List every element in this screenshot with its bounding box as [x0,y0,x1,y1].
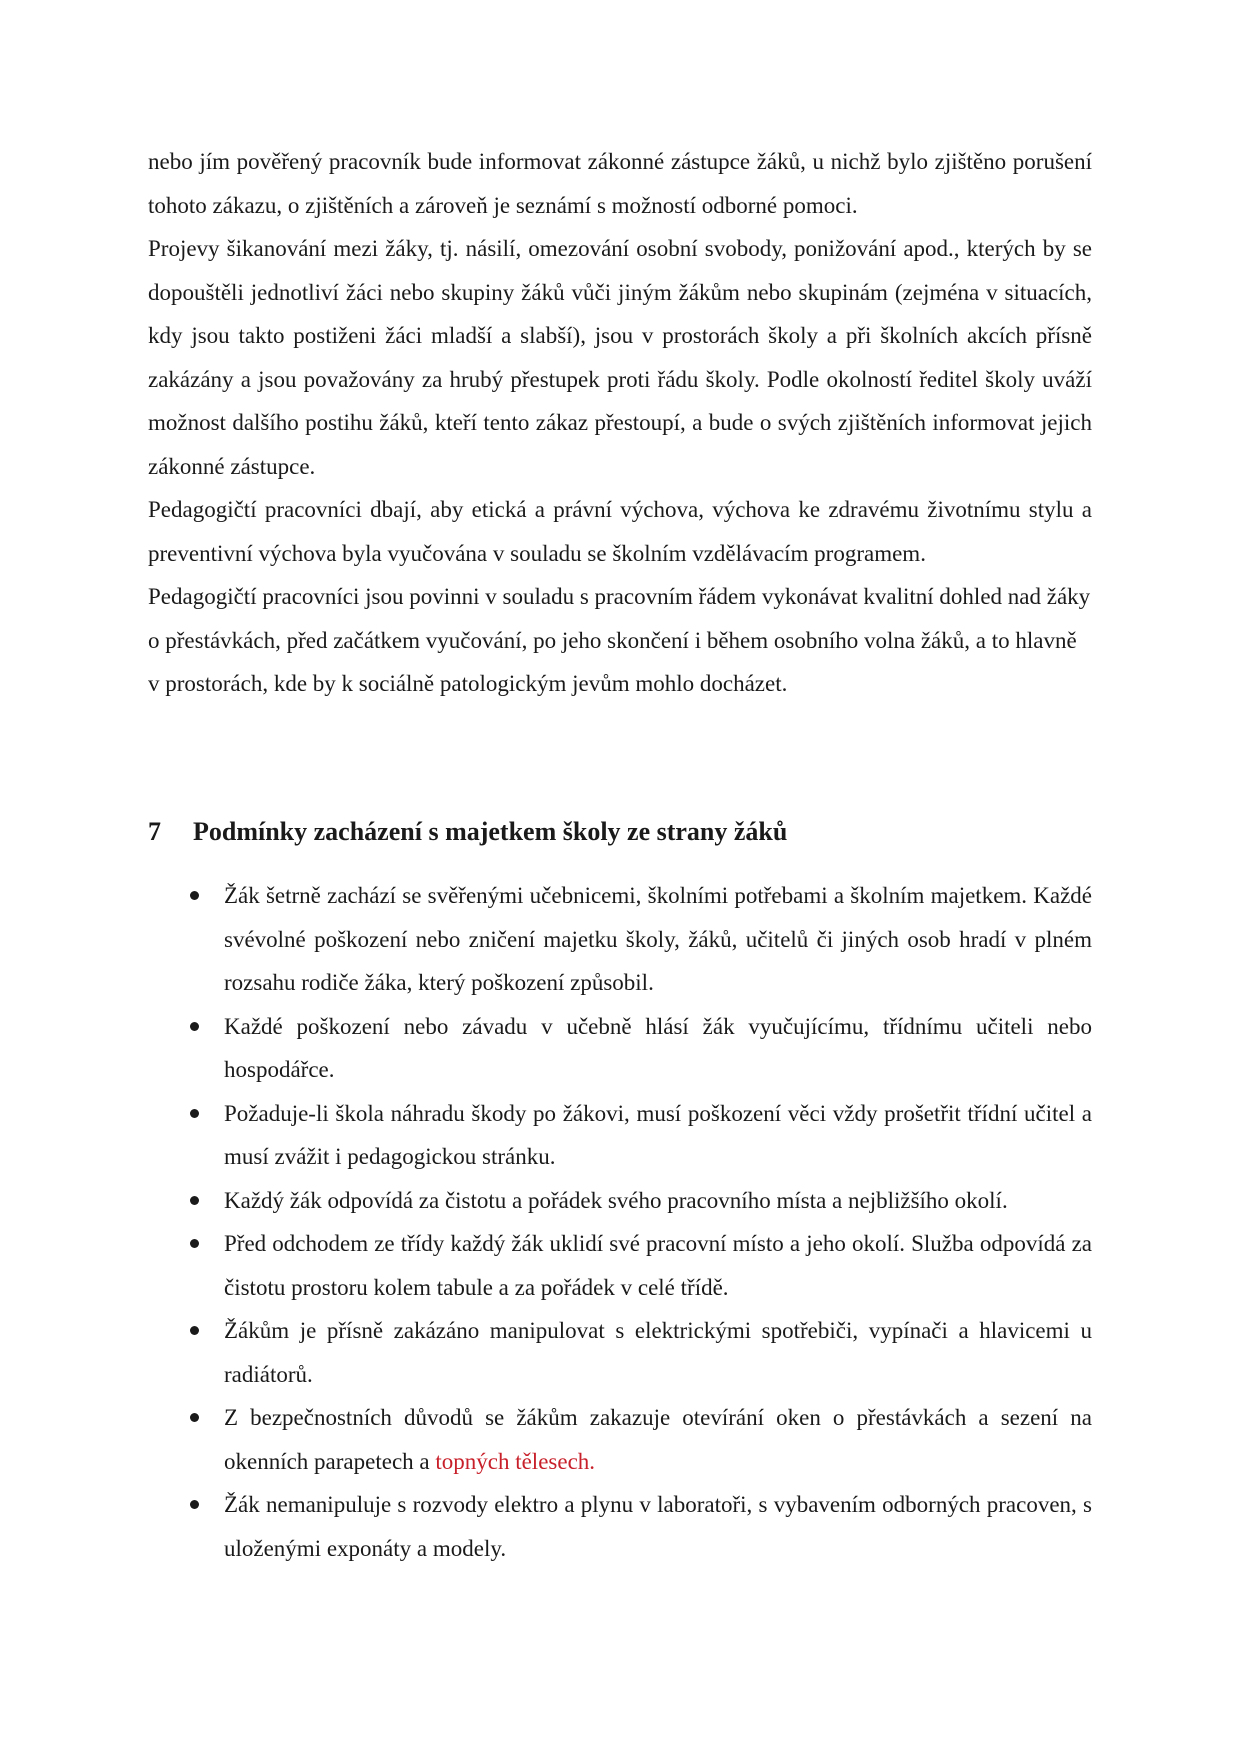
list-item-text: Každý žák odpovídá za čistotu a pořádek svého pracovního místa a nejbližšího okolí. [224,1187,1008,1213]
list-item [148,1222,1092,1309]
rules-list [148,874,1092,1570]
list-item [148,1092,1092,1179]
bullet-icon [190,1239,199,1248]
section-heading [148,812,787,852]
paragraph-2: Projevy šikanování mezi žáky, tj. násilí, omezování osobní svobody, ponižování apod., kterých by se dopouštěli jednotliví žáci nebo skupiny žáků vůči jiným žákům nebo skupinám (zejména v situacích, kdy jsou takto postiženi žáci mladší a slabší), jsou v prostorách školy a při školních akcích přísně zakázány a jsou považovány za hrubý přestupek proti řádu školy. Podle okolností ředitel školy uváží možnost dalšího postihu žáků, kteří tento zákaz přestoupí, a bude o svých zjištěních informovat jejich zákonné zástupce. [148,236,1092,479]
bullet-icon [190,1022,199,1031]
list-item-text: Požaduje-li škola náhradu škody po žákovi, musí poškození věci vždy prošetřit třídní učitel a musí zvážit i pedagogickou stránku. [224,1100,1092,1169]
list-item-text: Žákům je přísně zakázáno manipulovat s elektrickými spotřebiči, vypínači a hlavicemi u radiátorů. [224,1318,1092,1387]
list-item [148,874,1092,1005]
bullet-icon [190,891,199,900]
bullet-icon [190,1109,199,1118]
paragraph-4: Pedagogičtí pracovníci jsou povinni v souladu s pracovním řádem vykonávat kvalitní dohled nad žáky o přestávkách, před začátkem vyučování, po jeho skončení i během osobního volna žáků, a to hlavně v prostorách, kde by k sociálně patologickým jevům mohlo docházet. [148,584,1091,696]
list-item-text: Každé poškození nebo závadu v učebně hlásí žák vyučujícímu, třídnímu učiteli nebo hospodářce. [224,1013,1092,1082]
list-item [148,1396,1092,1483]
paragraph-3: Pedagogičtí pracovníci dbají, aby etická a právní výchova, výchova ke zdravému životnímu stylu a preventivní výchova byla vyučována v souladu se školním vzdělávacím programem. [148,497,1092,566]
list-item-text: Z bezpečnostních důvodů se žákům zakazuje otevírání oken o přestávkách a sezení na okenních parapetech a [224,1405,1092,1474]
list-item-text: Před odchodem ze třídy každý žák uklidí své pracovní místo a jeho okolí. Služba odpovídá za čistotu prostoru kolem tabule a za pořádek v celé třídě. [224,1231,1092,1300]
list-item-text: Žák nemanipuluje s rozvody elektro a plynu v laboratoři, s vybavením odborných pracoven, s uloženými exponáty a modely. [224,1492,1092,1561]
highlighted-text: topných tělesech. [435,1448,596,1474]
list-item [148,1309,1092,1396]
bullet-icon [190,1196,199,1205]
bullet-icon [190,1500,199,1509]
section-title: Podmínky zacházení s majetkem školy ze strany žáků [193,817,788,846]
section-number: 7 [148,817,161,846]
list-item-text: Žák šetrně zachází se svěřenými učebnicemi, školními potřebami a školním majetkem. Každé svévolné poškození nebo zničení majetku školy, žáků, učitelů či jiných osob hradí v plném rozsahu rodiče žáka, který poškození způsobil. [224,883,1092,995]
paragraph-1: nebo jím pověřený pracovník bude informovat zákonné zástupce žáků, u nichž bylo zjištěno porušení tohoto zákazu, o zjištěních a zároveň je seznámí s možností odborné pomoci. [148,149,1092,218]
list-item [148,1179,1092,1223]
bullet-icon [190,1413,199,1422]
bullet-icon [190,1326,199,1335]
list-item [148,1483,1092,1570]
list-item [148,1005,1092,1092]
